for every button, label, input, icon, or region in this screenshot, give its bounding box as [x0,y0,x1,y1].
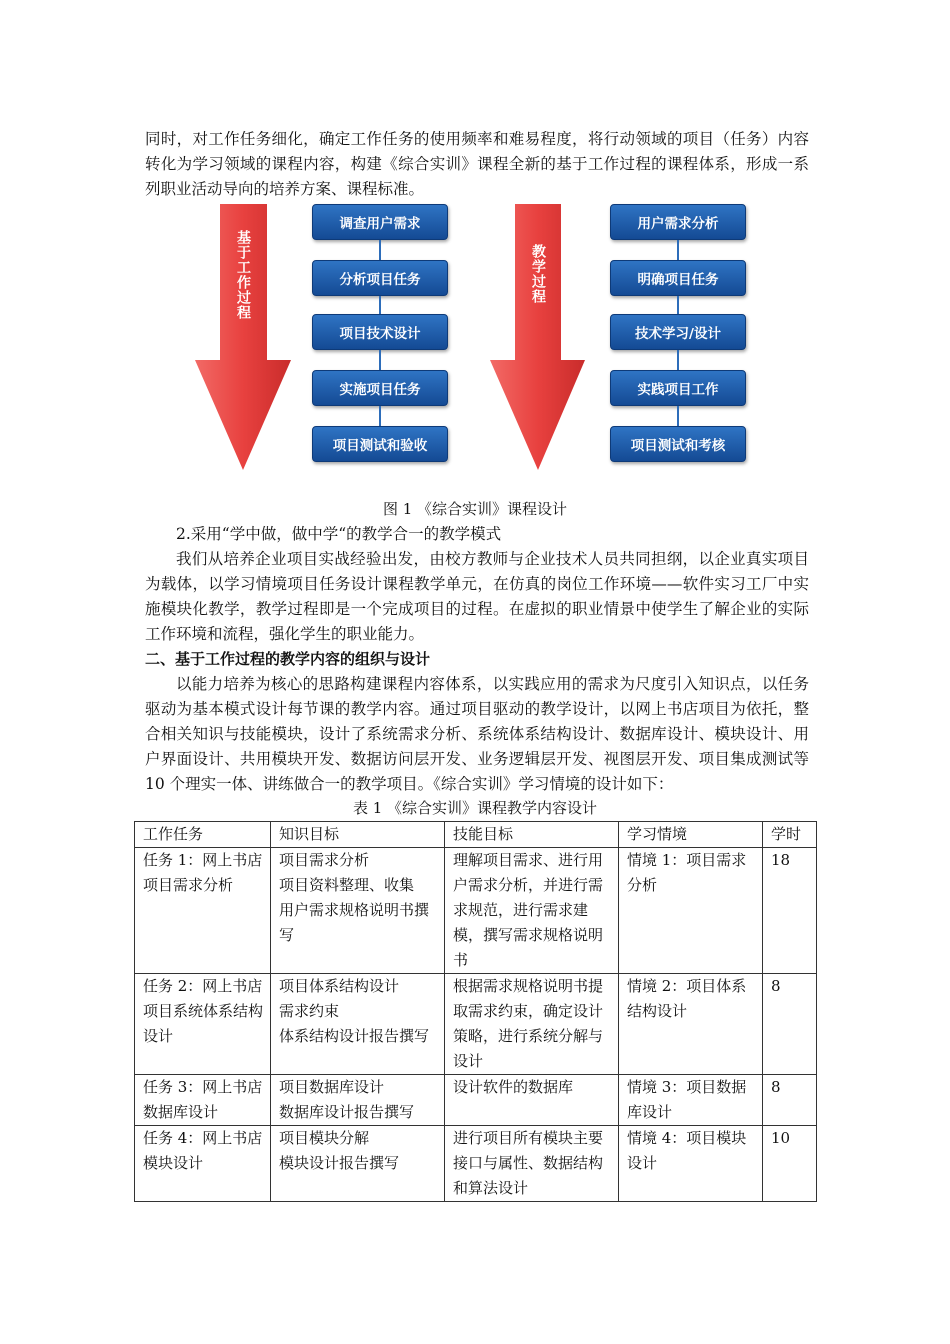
task-cell: 任务 3：网上书店数据库设计 [135,1075,271,1126]
situation-cell: 情境 3：项目数据库设计 [619,1075,763,1126]
knowledge-item: 项目数据库设计 [279,1078,385,1096]
left-step-3: 项目技术设计 [312,314,448,350]
left-step-5: 项目测试和验收 [312,426,448,462]
course-design-figure [195,200,755,480]
subheading-2: 2.采用“学中做，做中学“的教学合一的教学模式 [176,525,502,543]
table-row [135,1126,817,1202]
situation-cell: 情境 4：项目模块设计 [619,1126,763,1202]
skill-cell: 设计软件的数据库 [445,1075,619,1126]
header-task: 工作任务 [135,822,271,848]
hours-cell: 10 [763,1126,817,1202]
left-step-1: 调查用户需求 [312,204,448,240]
knowledge-item: 项目模块分解 [279,1129,370,1147]
knowledge-item: 项目需求分析 [279,851,370,869]
left-step-4: 实施项目任务 [312,370,448,406]
table-row [135,848,817,974]
right-step-2: 明确项目任务 [610,260,746,296]
header-skill: 技能目标 [445,822,619,848]
skill-cell: 根据需求规格说明书提取需求约束，确定设计策略，进行系统分解与设计 [445,974,619,1075]
knowledge-item: 需求约束 [279,1002,340,1020]
task-cell: 任务 4：网上书店模块设计 [135,1126,271,1202]
right-step-4: 实践项目工作 [610,370,746,406]
header-hours: 学时 [763,822,817,848]
skill-cell: 进行项目所有模块主要接口与属性、数据结构和算法设计 [445,1126,619,1202]
right-arrow-label: 教学过程 [530,244,546,304]
skill-cell: 理解项目需求、进行用户需求分析，并进行需求规范，进行需求建模，撰写需求规格说明书 [445,848,619,974]
knowledge-item: 项目资料整理、收集 [279,876,415,894]
table-row [135,974,817,1075]
knowledge-cell [271,1075,445,1126]
knowledge-cell [271,848,445,974]
knowledge-item: 数据库设计报告撰写 [279,1103,415,1121]
left-arrow-label: 基于工作过程 [235,230,251,320]
hours-cell: 8 [763,974,817,1075]
header-knowledge: 知识目标 [271,822,445,848]
course-content-table [134,821,817,1202]
right-connector-4 [677,406,679,428]
knowledge-item: 模块设计报告撰写 [279,1154,400,1172]
right-connector-3 [677,350,679,372]
knowledge-item: 体系结构设计报告撰写 [279,1027,430,1045]
task-cell: 任务 2：网上书店项目系统体系结构设计 [135,974,271,1075]
paragraph-2: 我们从培养企业项目实战经验出发，由校方教师与企业技术人员共同担纲，以企业真实项目为载体，以学习情境项目任务设计课程教学单元，在仿真的岗位工作环境——软件实习工厂中实施模块化教学，教学过程即是一个完成项目的过程。在虚拟的职业情景中使学生了解企业的实际工作环境和流程，强化学生的职业能力。 [145,550,809,643]
situation-cell: 情境 2：项目体系结构设计 [619,974,763,1075]
hours-cell: 18 [763,848,817,974]
knowledge-cell [271,974,445,1075]
knowledge-item: 用户需求规格说明书撰写 [279,901,430,944]
left-connector-3 [379,350,381,372]
paragraph-3: 以能力培养为核心的思路构建课程内容体系，以实践应用的需求为尺度引入知识点，以任务驱动为基本模式设计每节课的教学内容。通过项目驱动的教学设计，以网上书店项目为依托，整合相关知识与技能模块，设计了系统需求分析、系统体系结构设计、数据库设计、模块设计、用户界面设计、共用模块开发、数据访问层开发、业务逻辑层开发、视图层开发、项目集成测试等 10 个理实一体、讲练做合一的教学项目。《综合实训》学习情境的设计如下： [145,675,809,793]
header-situation: 学习情境 [619,822,763,848]
knowledge-item: 项目体系结构设计 [279,977,400,995]
left-connector-1 [379,240,381,262]
figure-caption: 图 1 《综合实训》课程设计 [382,500,568,518]
situation-cell: 情境 1：项目需求分析 [619,848,763,974]
task-cell: 任务 1：网上书店项目需求分析 [135,848,271,974]
left-connector-4 [379,406,381,428]
table-caption: 表 1 《综合实训》课程教学内容设计 [352,799,598,817]
hours-cell: 8 [763,1075,817,1126]
table-row [135,1075,817,1126]
right-step-3: 技术学习/设计 [610,314,746,350]
right-step-1: 用户需求分析 [610,204,746,240]
section-heading: 二、基于工作过程的教学内容的组织与设计 [145,650,431,668]
table-header-row [135,822,817,848]
left-step-2: 分析项目任务 [312,260,448,296]
right-step-5: 项目测试和考核 [610,426,746,462]
knowledge-cell [271,1126,445,1202]
right-connector-1 [677,240,679,262]
intro-paragraph: 同时，对工作任务细化，确定工作任务的使用频率和难易程度，将行动领域的项目（任务）内容转化为学习领域的课程内容，构建《综合实训》课程全新的基于工作过程的课程体系，形成一系列职业活动导向的培养方案、课程标准。 [145,130,809,198]
